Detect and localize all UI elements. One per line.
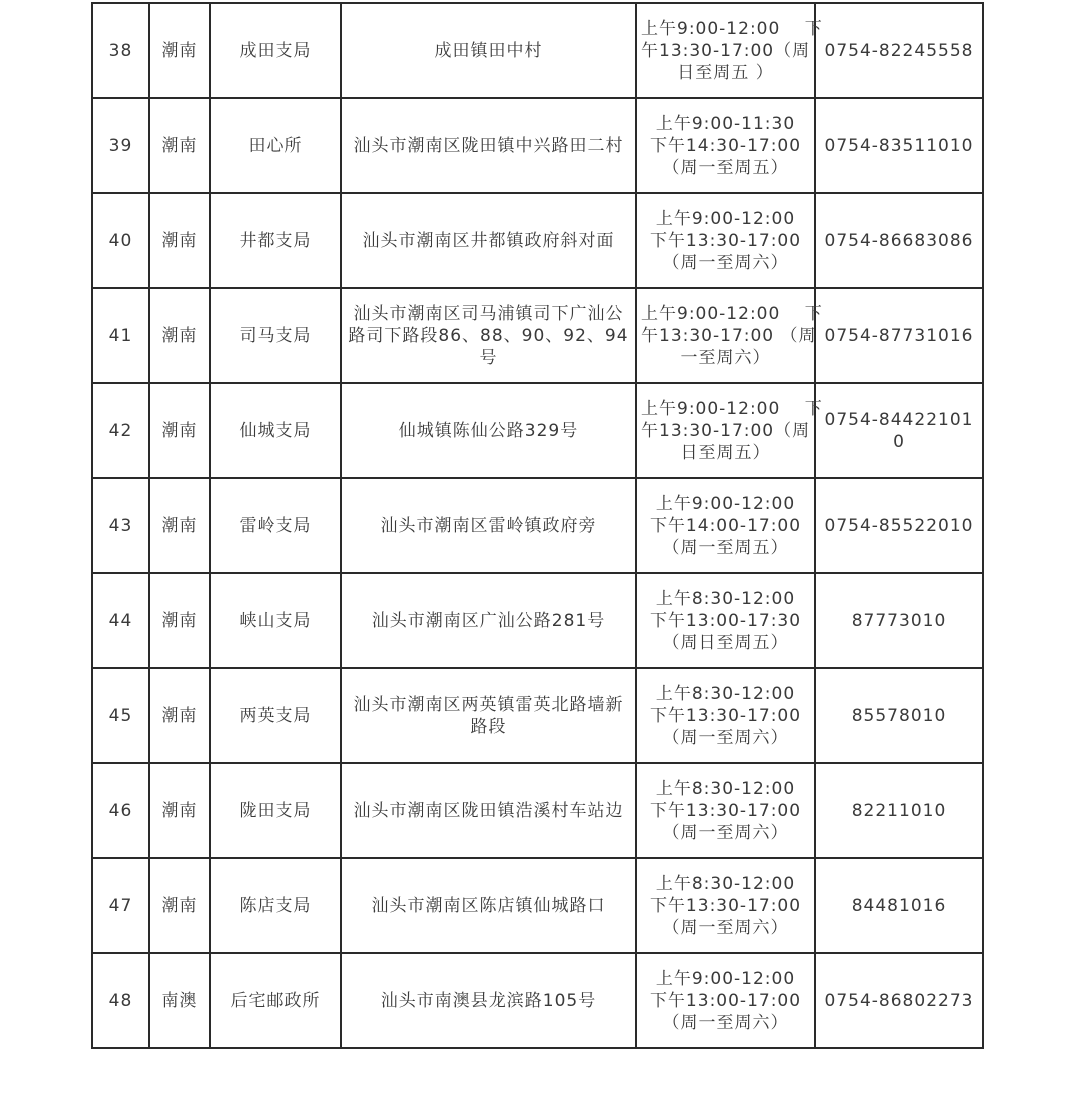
table-row (92, 383, 983, 478)
hours-line: 上午9:00-12:00 下 (641, 303, 823, 324)
hours-cell (636, 478, 815, 573)
district-cell: 潮南 (149, 763, 210, 858)
phone-cell: 0754-82245558 (815, 3, 983, 98)
hours-cell (636, 953, 815, 1048)
hours-line: 上午9:00-12:00 下 (641, 18, 823, 39)
table-row (92, 858, 983, 953)
office-name-cell: 陇田支局 (210, 763, 341, 858)
phone-cell: 85578010 (815, 668, 983, 763)
phone-cell: 0754-85522010 (815, 478, 983, 573)
office-name-cell: 司马支局 (210, 288, 341, 383)
office-name-cell: 井都支局 (210, 193, 341, 288)
hours-line: 上午9:00-11:30 (655, 113, 796, 134)
hours-line: 下午13:30-17:00 (649, 895, 802, 916)
office-name-cell: 陈店支局 (210, 858, 341, 953)
table-row (92, 953, 983, 1048)
hours-cell (636, 288, 823, 383)
phone-cell: 84481016 (815, 858, 983, 953)
row-number: 46 (92, 763, 149, 858)
table-row (92, 288, 983, 383)
hours-line: 下午14:00-17:00 (649, 515, 802, 536)
row-number: 43 (92, 478, 149, 573)
row-number: 40 (92, 193, 149, 288)
table-row (92, 193, 983, 288)
hours-line: （周一至周六） (662, 727, 789, 748)
phone-cell: 82211010 (815, 763, 983, 858)
hours-line: （周一至周五） (662, 157, 789, 178)
district-cell: 潮南 (149, 98, 210, 193)
hours-line: 下午13:00-17:30 (649, 610, 802, 631)
phone-cell: 0754-844221010 (815, 383, 983, 478)
hours-cell (636, 573, 815, 668)
address-cell: 汕头市潮南区井都镇政府斜对面 (341, 193, 636, 288)
table-row (92, 763, 983, 858)
district-cell: 潮南 (149, 573, 210, 668)
hours-cell (636, 3, 823, 98)
hours-line: 上午9:00-12:00 (655, 968, 796, 989)
district-cell: 南澳 (149, 953, 210, 1048)
address-cell: 汕头市潮南区雷岭镇政府旁 (341, 478, 636, 573)
address-cell: 仙城镇陈仙公路329号 (341, 383, 636, 478)
table-row (92, 98, 983, 193)
hours-line: 上午8:30-12:00 (655, 588, 796, 609)
hours-line: 午13:30-17:00 （周 (641, 325, 817, 346)
table-row (92, 573, 983, 668)
office-name-cell: 峡山支局 (210, 573, 341, 668)
district-cell: 潮南 (149, 858, 210, 953)
hours-line: 上午8:30-12:00 (655, 778, 796, 799)
hours-line: 日至周五 ） (677, 62, 774, 83)
office-name-cell: 两英支局 (210, 668, 341, 763)
hours-cell (636, 383, 823, 478)
district-cell: 潮南 (149, 383, 210, 478)
hours-line: 上午8:30-12:00 (655, 683, 796, 704)
address-cell: 汕头市潮南区陈店镇仙城路口 (341, 858, 636, 953)
address-cell: 汕头市潮南区司马浦镇司下广汕公路司下路段86、88、90、92、94号 (341, 288, 636, 383)
row-number: 44 (92, 573, 149, 668)
hours-line: 一至周六） (680, 347, 771, 368)
office-name-cell: 田心所 (210, 98, 341, 193)
district-cell: 潮南 (149, 193, 210, 288)
hours-line: （周一至周六） (662, 822, 789, 843)
hours-line: 上午9:00-12:00 (655, 208, 796, 229)
post-office-table (91, 2, 984, 1049)
address-cell: 汕头市潮南区陇田镇浩溪村车站边 (341, 763, 636, 858)
table-row (92, 3, 983, 98)
hours-line: 日至周五） (680, 442, 771, 463)
office-name-cell: 后宅邮政所 (210, 953, 341, 1048)
row-number: 45 (92, 668, 149, 763)
hours-line: 午13:30-17:00（周 (641, 40, 811, 61)
phone-cell: 0754-86683086 (815, 193, 983, 288)
phone-cell: 0754-87731016 (815, 288, 983, 383)
hours-line: （周日至周五） (662, 632, 789, 653)
phone-cell: 0754-86802273 (815, 953, 983, 1048)
hours-line: （周一至周六） (662, 917, 789, 938)
address-cell: 汕头市潮南区两英镇雷英北路墙新路段 (341, 668, 636, 763)
table-body (92, 3, 983, 1048)
office-name-cell: 仙城支局 (210, 383, 341, 478)
hours-line: （周一至周六） (662, 1012, 789, 1033)
phone-cell: 0754-83511010 (815, 98, 983, 193)
district-cell: 潮南 (149, 668, 210, 763)
row-number: 38 (92, 3, 149, 98)
district-cell: 潮南 (149, 3, 210, 98)
hours-line: 上午9:00-12:00 (655, 493, 796, 514)
row-number: 47 (92, 858, 149, 953)
phone-cell: 87773010 (815, 573, 983, 668)
office-name-cell: 成田支局 (210, 3, 341, 98)
hours-line: （周一至周五） (662, 537, 789, 558)
hours-line: （周一至周六） (662, 252, 789, 273)
table-row (92, 668, 983, 763)
district-cell: 潮南 (149, 288, 210, 383)
office-name-cell: 雷岭支局 (210, 478, 341, 573)
district-cell: 潮南 (149, 478, 210, 573)
hours-cell (636, 98, 815, 193)
row-number: 48 (92, 953, 149, 1048)
hours-line: 上午9:00-12:00 下 (641, 398, 823, 419)
hours-line: 下午13:30-17:00 (649, 800, 802, 821)
hours-line: 下午13:00-17:00 (649, 990, 802, 1011)
hours-cell (636, 668, 815, 763)
table-row (92, 478, 983, 573)
hours-cell (636, 858, 815, 953)
address-cell: 汕头市潮南区广汕公路281号 (341, 573, 636, 668)
hours-line: 上午8:30-12:00 (655, 873, 796, 894)
row-number: 42 (92, 383, 149, 478)
hours-line: 下午14:30-17:00 (649, 135, 802, 156)
hours-cell (636, 193, 815, 288)
row-number: 39 (92, 98, 149, 193)
hours-cell (636, 763, 815, 858)
hours-line: 午13:30-17:00（周 (641, 420, 811, 441)
hours-line: 下午13:30-17:00 (649, 230, 802, 251)
address-cell: 汕头市潮南区陇田镇中兴路田二村 (341, 98, 636, 193)
address-cell: 汕头市南澳县龙滨路105号 (341, 953, 636, 1048)
address-cell: 成田镇田中村 (341, 3, 636, 98)
row-number: 41 (92, 288, 149, 383)
hours-line: 下午13:30-17:00 (649, 705, 802, 726)
